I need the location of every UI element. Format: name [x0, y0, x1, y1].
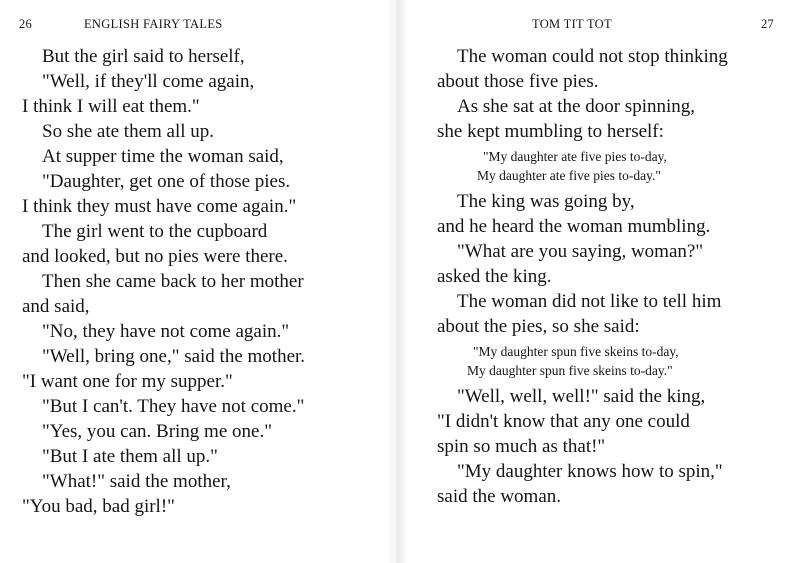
- left-page: [0, 0, 385, 563]
- running-head: ENGLISH FAIRY TALES: [84, 17, 223, 31]
- text-line: about those five pies.: [437, 71, 599, 92]
- running-head: TOM TIT TOT: [532, 17, 612, 31]
- text-line: "Well, bring one," said the mother.: [42, 346, 306, 367]
- verse-block: [437, 339, 728, 384]
- text-line: "But I ate them all up.": [42, 446, 218, 467]
- text-line: I think they must have come again.": [22, 196, 297, 217]
- text-line: "You bad, bad girl!": [22, 496, 175, 517]
- right-page-body: [437, 44, 728, 509]
- text-line: The girl went to the cupboard: [42, 221, 268, 242]
- text-line: Then she came back to her mother: [42, 271, 304, 292]
- text-line: But the girl said to herself,: [42, 46, 245, 67]
- page-number: 26: [19, 17, 33, 31]
- book-gutter: [386, 0, 408, 563]
- text-line: and he heard the woman mumbling.: [437, 216, 711, 237]
- text-line: about the pies, so she said:: [437, 316, 640, 337]
- text-line: "But I can't. They have not come.": [42, 396, 305, 417]
- text-line: said the woman.: [437, 486, 562, 507]
- text-line: and said,: [22, 296, 90, 317]
- text-line: "What are you saying, woman?": [457, 241, 704, 262]
- text-line: "What!" said the mother,: [42, 471, 231, 492]
- text-line: "I didn't know that any one could: [437, 411, 690, 432]
- text-line: "I want one for my supper.": [22, 371, 233, 392]
- text-line: The woman did not like to tell him: [457, 291, 722, 312]
- text-line: The king was going by,: [457, 191, 635, 212]
- text-line: "Daughter, get one of those pies.: [42, 171, 291, 192]
- text-line: "No, they have not come again.": [42, 321, 290, 342]
- right-page-header: [408, 17, 793, 33]
- text-line: At supper time the woman said,: [42, 146, 284, 167]
- text-line: "My daughter knows how to spin,": [457, 461, 723, 482]
- verse-block: [437, 144, 728, 189]
- text-line: So she ate them all up.: [42, 121, 215, 142]
- verse-line: "My daughter ate five pies to-day,: [483, 149, 667, 164]
- verse-line: My daughter spun five skeins to-day.": [467, 363, 673, 378]
- verse-line: My daughter ate five pies to-day.": [477, 168, 661, 183]
- verse-line: "My daughter spun five skeins to-day,: [473, 344, 679, 359]
- text-line: and looked, but no pies were there.: [22, 246, 288, 267]
- text-line: "Well, if they'll come again,: [42, 71, 255, 92]
- text-line: As she sat at the door spinning,: [457, 96, 696, 117]
- text-line: asked the king.: [437, 266, 552, 287]
- text-line: she kept mumbling to herself:: [437, 121, 664, 142]
- text-line: The woman could not stop thinking: [457, 46, 728, 67]
- left-page-header: [0, 17, 385, 33]
- text-line: "Well, well, well!" said the king,: [457, 386, 706, 407]
- text-line: "Yes, you can. Bring me one.": [42, 421, 272, 442]
- right-page: [408, 0, 793, 563]
- text-line: spin so much as that!": [437, 436, 606, 457]
- text-line: I think I will eat them.": [22, 96, 200, 117]
- left-page-body: [22, 44, 305, 519]
- page-number: 27: [761, 17, 775, 31]
